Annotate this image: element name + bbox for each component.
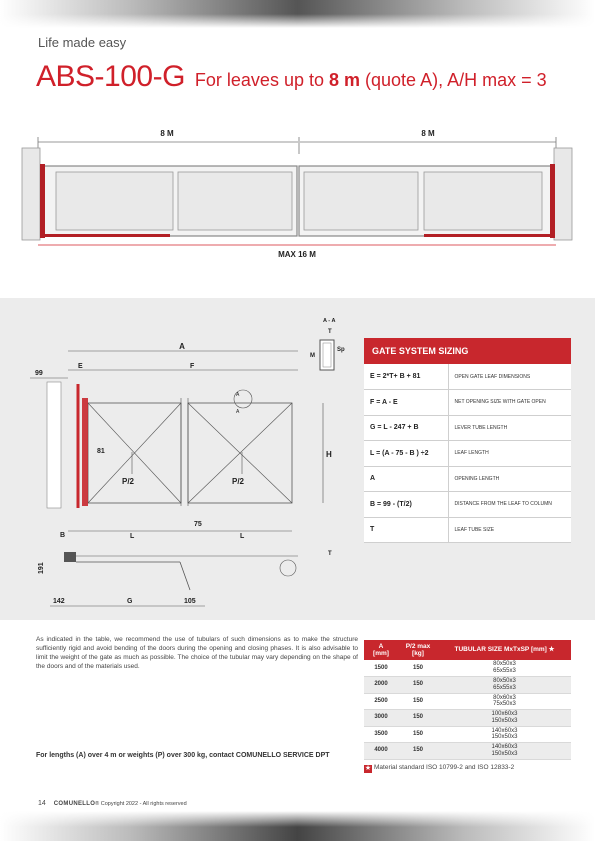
size-option-1: 140x60x3 (491, 744, 518, 751)
size-cell (438, 693, 571, 710)
table-row (364, 693, 571, 710)
model-name: ABS-100-G (36, 60, 185, 93)
star-icon: ★ (548, 646, 555, 654)
page-number: 14 (38, 800, 46, 807)
size-option-2: 75x50x3 (493, 701, 516, 708)
size-option-1: 80x60x3 (493, 694, 516, 701)
description-cell: DISTANCE FROM THE LEAF TO COLUMN (448, 492, 571, 518)
dim-L-left: L (130, 533, 135, 540)
p-cell: 150 (412, 664, 423, 671)
description-cell: OPENING LENGTH (448, 466, 571, 492)
dim-191: 191 (38, 562, 45, 574)
total-length-label: MAX 16 M (278, 250, 316, 259)
subtitle-post: (quote A), A/H max = 3 (360, 70, 547, 90)
section-T: T (328, 329, 332, 335)
size-cell (438, 743, 571, 760)
dim-F: F (190, 363, 195, 370)
right-pillar (554, 148, 572, 240)
description-cell: NET OPENING SIZE WITH GATE OPEN (448, 390, 571, 416)
table-row (364, 492, 571, 518)
dim-142: 142 (53, 598, 65, 605)
right-leaf-plan (188, 403, 292, 503)
sizing-table-title: GATE SYSTEM SIZING (364, 338, 571, 364)
marker-a-bottom: A (236, 409, 240, 415)
formula-cell: B = 99 - (T/2) (364, 492, 448, 518)
table-row (364, 441, 571, 467)
dim-E: E (78, 363, 83, 370)
section-Sp: Sp (337, 347, 345, 353)
p-cell: 150 (398, 677, 438, 694)
size-cell (438, 677, 571, 694)
size-option-2: 65x55x3 (493, 684, 516, 691)
tagline: Life made easy (38, 35, 127, 50)
dim-81: 81 (97, 448, 105, 455)
table-row (364, 677, 571, 694)
dim-99: 99 (35, 370, 43, 377)
a-cell: 3500 (374, 730, 388, 737)
a-cell: 2500 (374, 697, 388, 704)
p-cell: 150 (398, 710, 438, 727)
formula-cell: G = L - 247 + B (364, 415, 448, 441)
dim-A: A (179, 342, 185, 351)
table-row (364, 364, 571, 390)
section-M: M (310, 353, 315, 359)
formula-cell: E = 2*T+ B + 81 (364, 364, 448, 390)
size-cell (438, 660, 571, 677)
size-option-1: 140x60x3 (491, 727, 518, 734)
description-cell: LEVER TUBE LENGTH (448, 415, 571, 441)
gate-front-view-drawing (20, 120, 575, 265)
description-cell: LEAF TUBE SIZE (448, 517, 571, 543)
spec-panel (0, 298, 595, 620)
page-footer (38, 800, 187, 807)
material-standard-note (364, 764, 514, 773)
gate-sizing-table (364, 338, 571, 543)
table-row (364, 517, 571, 543)
col-p-header (398, 640, 438, 660)
p-cell: 150 (412, 697, 423, 704)
bottom-gradient-band (0, 811, 595, 841)
size-option-1: 80x50x3 (493, 661, 516, 668)
size-option-2: 150x50x3 (491, 734, 518, 741)
top-gradient-band (0, 0, 595, 28)
dim-105: 105 (184, 598, 196, 605)
table-row (364, 660, 571, 677)
contact-note: For lengths (A) over 4 m or weights (P) over 300 kg, contact COMUNELLO SERVICE DPT (36, 752, 330, 759)
tubular-size-table (364, 640, 571, 760)
table-row (364, 466, 571, 492)
dim-B: B (60, 532, 66, 539)
table-row (364, 415, 571, 441)
table-row (364, 710, 571, 727)
col-p-title: P/2 max (405, 642, 431, 650)
left-pillar (22, 148, 40, 240)
formula-cell: A (364, 466, 448, 492)
dim-L-right: L (240, 533, 245, 540)
right-leaf-label: 8 M (421, 129, 435, 138)
dim-75: 75 (194, 521, 202, 528)
size-cell (438, 726, 571, 743)
formula-cell: T (364, 517, 448, 543)
page-title (36, 60, 547, 94)
left-leaf-label: 8 M (160, 129, 174, 138)
right-hinge-post (550, 164, 555, 238)
table-row (364, 726, 571, 743)
intro-paragraph: As indicated in the table, we recommend the use of tubulars of such dimensions as to make the structure sufficiently rigid and avoid bending of the doors during the opening and closing phases. It is also advisable to limit the weight of the gate as much as possible. The choice of the tubular may vary depending on the shape of the doors and of the materials used. (36, 636, 358, 670)
right-lever-tube (424, 234, 554, 237)
subtitle-bold: 8 m (328, 70, 361, 90)
dim-G: G (127, 598, 133, 605)
brand-name: COMUNELLO (53, 801, 96, 807)
label-p2-left: P/2 (122, 477, 135, 486)
dim-H: H (326, 450, 332, 459)
col-size-header (438, 640, 571, 660)
left-hinge-post (40, 164, 45, 238)
a-cell: 1500 (374, 664, 388, 671)
subtitle-pre: For leaves up to (194, 70, 329, 90)
label-p2-right: P/2 (232, 477, 245, 486)
formula-cell: F = A - E (364, 390, 448, 416)
description-cell: LEAF LENGTH (448, 441, 571, 467)
p-cell: 150 (412, 730, 423, 737)
formula-cell: L = (A - 75 - B ) ÷2 (364, 441, 448, 467)
col-a-unit: [mm] (373, 650, 389, 657)
col-a-title: A (378, 642, 384, 650)
table-row (364, 390, 571, 416)
col-a-header (364, 640, 398, 660)
size-option-2: 150x50x3 (491, 717, 518, 724)
left-gate-leaf (42, 166, 297, 236)
technical-drawing (30, 312, 370, 612)
description-cell: OPEN GATE LEAF DIMENSIONS (448, 364, 571, 390)
model-subtitle (195, 70, 547, 90)
p-cell: 150 (398, 743, 438, 760)
size-option-1: 100x60x3 (491, 711, 518, 718)
right-gate-leaf (299, 166, 554, 236)
col-size-title: TUBULAR SIZE MxTxSP [mm] (454, 646, 547, 654)
a-cell: 3000 (364, 710, 398, 727)
table-row (364, 743, 571, 760)
copyright-text: ® Copyright 2022 - All rights reserved (95, 801, 187, 807)
size-option-2: 150x50x3 (491, 750, 518, 757)
a-cell: 4000 (364, 743, 398, 760)
size-option-2: 65x55x3 (493, 668, 516, 674)
marker-a-top: A (236, 392, 240, 398)
size-cell (438, 710, 571, 727)
section-label: A - A (323, 318, 336, 324)
dim-T-bottom: T (328, 551, 332, 557)
star-badge-icon: ★ (364, 765, 372, 772)
standard-note-text: Material standard ISO 10799-2 and ISO 12833-2 (374, 764, 515, 771)
size-option-1: 80x50x3 (493, 678, 516, 685)
col-p-unit: [kg] (412, 650, 424, 657)
a-cell: 2000 (364, 677, 398, 694)
left-lever-tube (42, 234, 170, 237)
